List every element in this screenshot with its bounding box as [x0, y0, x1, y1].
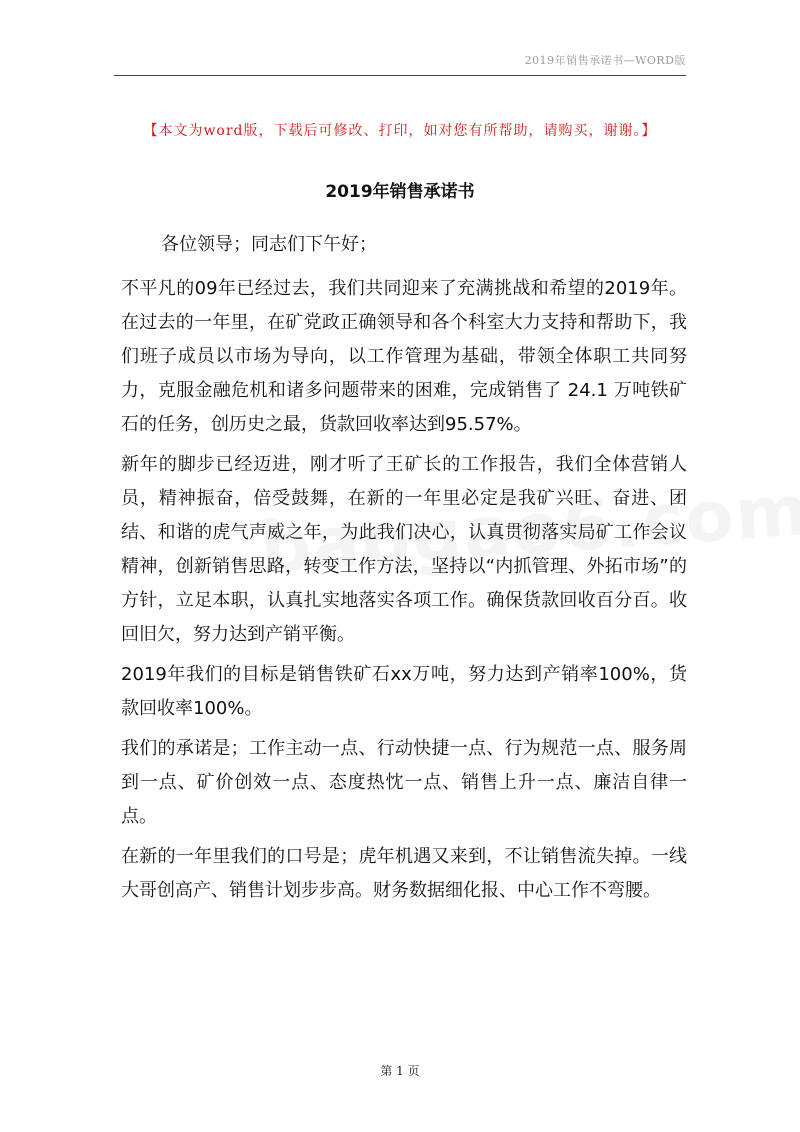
- document-title: 2019年销售承诺书: [325, 182, 475, 202]
- body-paragraph: 新年的脚步已经迈进，刚才听了王矿长的工作报告，我们全体营销人员，精神振奋，倍受鼓舞，在新的一年里必定是我矿兴旺、奋进、团结、和谐的虎气声威之年，为此我们决心，认真贯彻落实局矿工作会议精神，创新销售思路，转变工作方法，坚持以“内抓管理、外拓市场”的方针，立足本职，认真扎实地落实各项工作。确保货款回收百分百。收回旧欠，努力达到产销平衡。: [121, 454, 687, 645]
- header-divider: [114, 75, 686, 76]
- body-paragraph: 在新的一年里我们的口号是；虎年机遇又来到，不让销售流失掉。一线大哥创高产、销售计划步步高。财务数据细化报、中心工作不弯腰。: [121, 846, 687, 901]
- purchase-notice: 【本文为word版，下载后可修改、打印，如对您有所帮助，请购买，谢谢。】: [143, 123, 657, 139]
- greeting-paragraph: 各位领导；同志们下午好；: [161, 234, 377, 255]
- body-paragraph: 不平凡的09年已经过去，我们共同迎来了充满挑战和希望的2019年。在过去的一年里，在矿党政正确领导和各个科室大力支持和帮助下，我们班子成员以市场为导向，以工作管理为基础，带领全体职工共同努力，克服金融危机和诸多问题带来的困难，完成销售了 24.1 万吨铁矿石的任务，创历史之最，货款回收率达到95.57%。: [121, 278, 687, 435]
- body-paragraph: 2019年我们的目标是销售铁矿石xx万吨，努力达到产销率100%，货款回收率100%。: [121, 664, 687, 719]
- running-header: 2019年销售承诺书—WORD版: [524, 54, 686, 67]
- body-paragraph: 我们的承诺是；工作主动一点、行动快捷一点、行为规范一点、服务周到一点、矿价创效一点、态度热忱一点、销售上升一点、廉洁自律一点。: [121, 738, 687, 827]
- page-number: 第 1 页: [380, 1064, 420, 1078]
- document-body: [121, 228, 687, 914]
